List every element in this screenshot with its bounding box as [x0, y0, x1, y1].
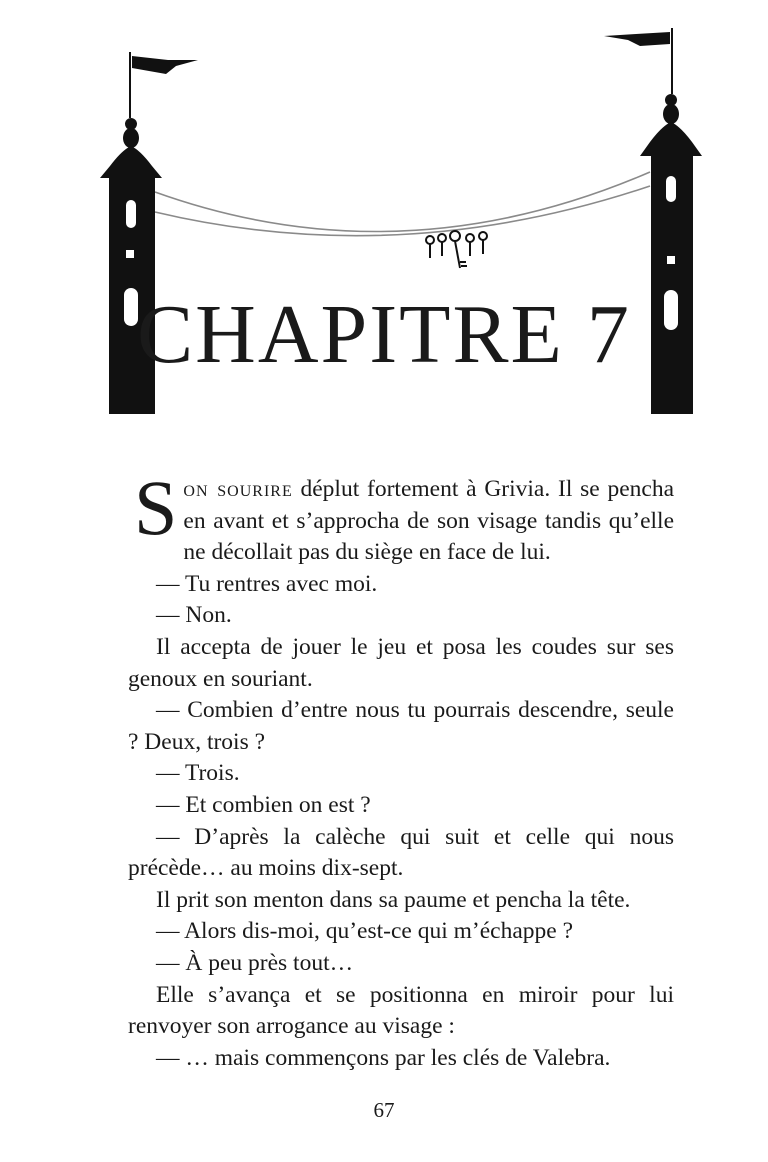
- paragraph: — Et combien on est ?: [156, 791, 371, 818]
- opening-text: déplut fortement à Grivia. Il se pencha en avant et s’approcha de son visage tandis qu’elle ne décollait pas du siège en face de lui.: [183, 476, 675, 566]
- paragraph: Il prit son menton dans sa paume et pencha la tête.: [156, 886, 631, 913]
- opening-smallcaps: on sourire: [183, 476, 293, 502]
- chapter-title: CHAPITRE 7: [137, 288, 631, 381]
- paragraph: — D’après la calèche qui suit et celle qui nous précède… au moins dix-sept.: [128, 823, 674, 882]
- page-number: 67: [373, 1098, 395, 1122]
- paragraph: — … mais commençons par les clés de Valebra.: [156, 1044, 611, 1071]
- paragraph: Il accepta de jouer le jeu et posa les coudes sur ses genoux en souriant.: [128, 633, 674, 692]
- drop-cap: S: [134, 464, 178, 551]
- chapter-body: [128, 464, 675, 1074]
- paragraph: Elle s’avança et se positionna en miroir pour lui renvoyer son arrogance au visage :: [128, 981, 674, 1040]
- rope-lines: [155, 172, 650, 236]
- paragraph: — Alors dis-moi, qu’est-ce qui m’échappe ?: [156, 918, 574, 945]
- opening-paragraph: [128, 464, 675, 569]
- keys-icon: [426, 231, 487, 268]
- paragraph: — À peu près tout…: [156, 949, 354, 976]
- paragraph: — Tu rentres avec moi.: [156, 570, 378, 597]
- paragraph: — Combien d’entre nous tu pourrais descendre, seule ? Deux, trois ?: [128, 697, 674, 755]
- paragraph: — Non.: [156, 602, 232, 629]
- paragraph: — Trois.: [156, 760, 240, 787]
